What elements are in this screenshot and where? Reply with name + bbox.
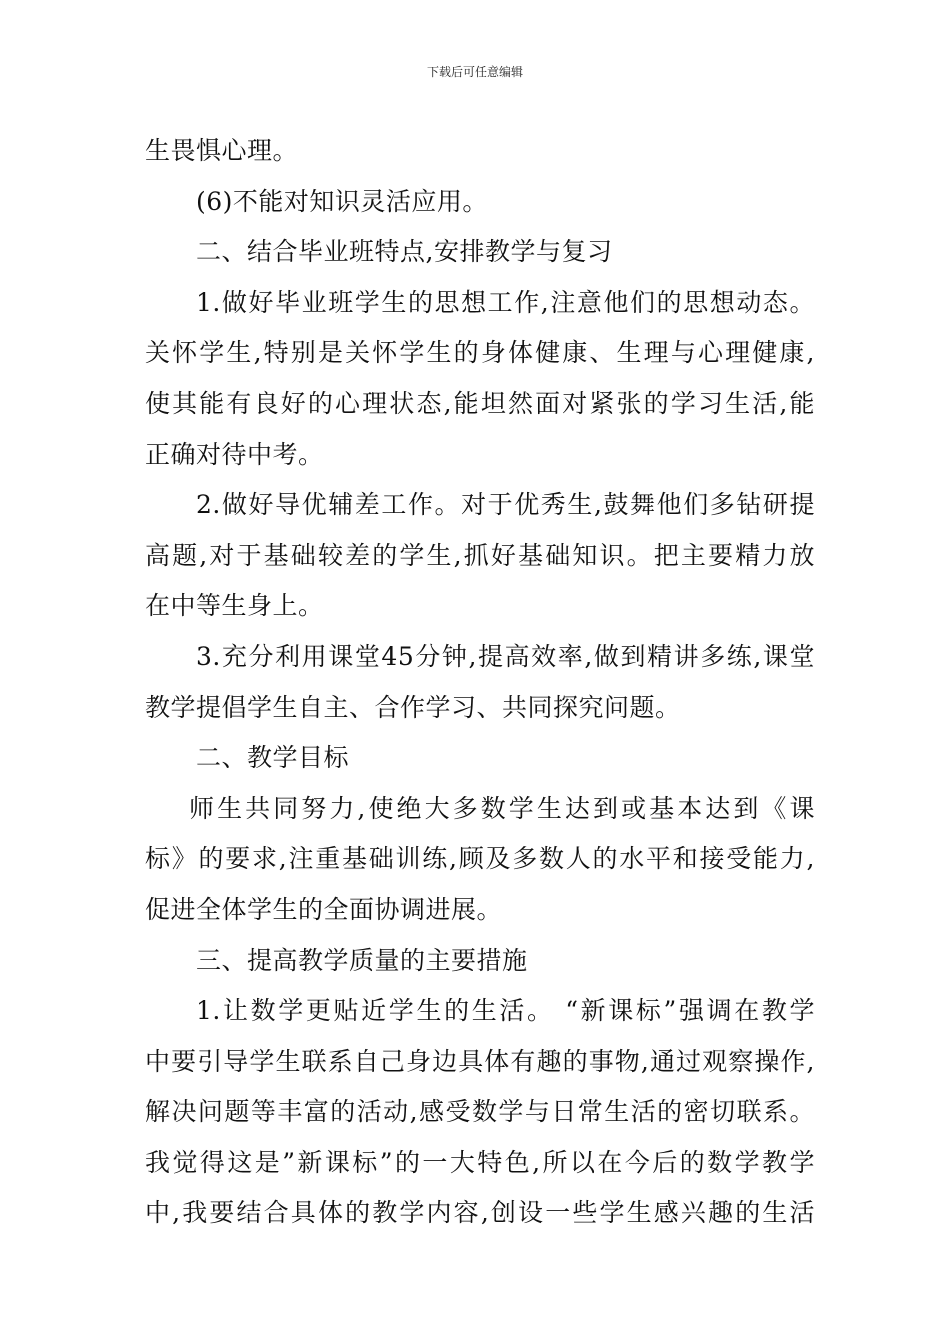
text-line: 关怀学生,特别是关怀学生的身体健康、生理与心理健康,: [145, 338, 815, 368]
section-heading: 三、提高教学质量的主要措施: [196, 945, 528, 975]
text-line: 促进全体学生的全面协调进展。: [145, 894, 503, 924]
text-line: 3.充分利用课堂45分钟,提高效率,做到精讲多练,课堂: [196, 641, 815, 671]
text-line: 2.做好导优辅差工作。对于优秀生,鼓舞他们多钻研提: [196, 490, 815, 520]
text-line: 在中等生身上。: [145, 591, 324, 621]
text-line: 解决问题等丰富的活动,感受数学与日常生活的密切联系。: [145, 1097, 815, 1127]
text-line: 生畏惧心理。: [145, 136, 299, 165]
text-line: 高题,对于基础较差的学生,抓好基础知识。把主要精力放: [145, 540, 815, 570]
text-line: 1.让数学更贴近学生的生活。 “新课标”强调在教学: [196, 996, 815, 1026]
text-line: 中,我要结合具体的教学内容,创设一些学生感兴趣的生活: [145, 1198, 815, 1228]
text-line: 1.做好毕业班学生的思想工作,注意他们的思想动态。: [196, 287, 815, 317]
text-line: 中要引导学生联系自己身边具体有趣的事物,通过观察操作,: [145, 1046, 815, 1076]
document-body: [145, 126, 815, 1239]
page-header: 下载后可任意编辑: [426, 65, 523, 79]
text-line: (6)不能对知识灵活应用。: [196, 186, 488, 216]
text-line: 师生共同努力,使绝大多数学生达到或基本达到《课: [189, 793, 815, 823]
text-line: 教学提倡学生自主、合作学习、共同探究问题。: [145, 692, 681, 722]
section-heading: 二、结合毕业班特点,安排教学与复习: [196, 237, 613, 267]
text-line: 标》的要求,注重基础训练,顾及多数人的水平和接受能力,: [145, 844, 815, 874]
text-line: 正确对待中考。: [145, 439, 324, 469]
section-heading: 二、教学目标: [196, 743, 350, 773]
text-line: 使其能有良好的心理状态,能坦然面对紧张的学习生活,能: [145, 388, 815, 418]
text-line: 我觉得这是”新课标”的一大特色,所以在今后的数学教学: [145, 1147, 815, 1177]
